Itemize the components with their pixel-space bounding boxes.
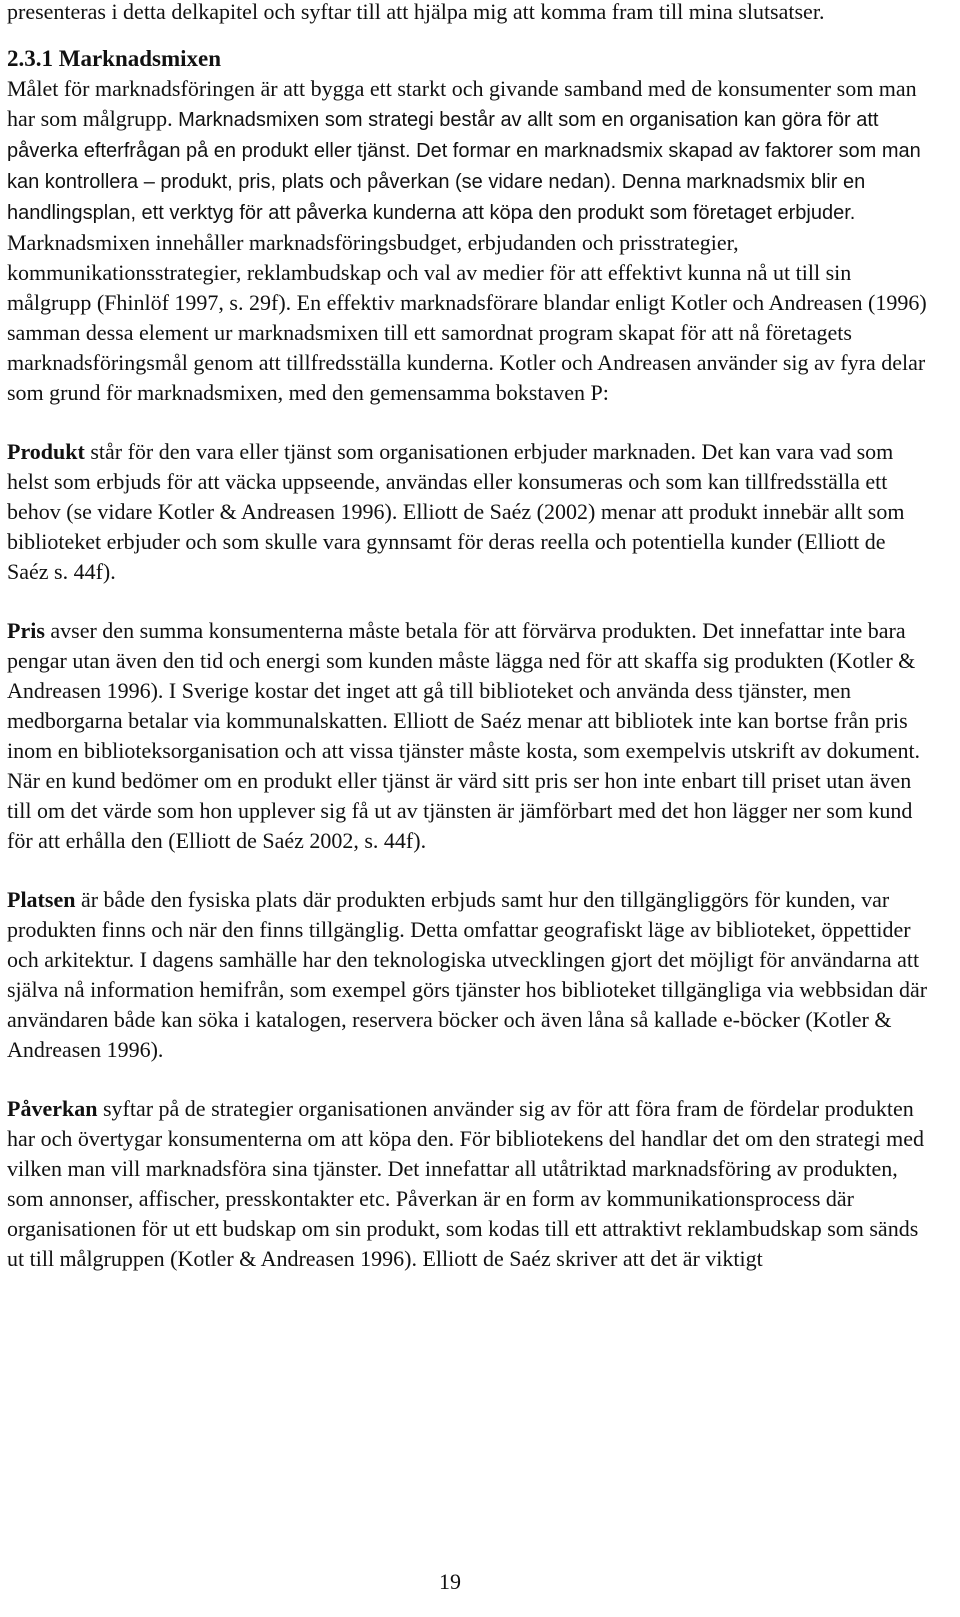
intro-paragraph: presenteras i detta delkapitel och syftar till att hjälpa mig att komma fram till mina slutsatser. — [7, 0, 825, 24]
pris-term: Pris — [7, 618, 45, 643]
pris-text: avser den summa konsumenterna måste betala för att förvärva produkten. Det innefattar inte bara pengar utan även den tid och energi som kunden måste lägga ned för att skaffa sig produkten (Kotler & Andreasen 1996). I Sverige kostar det inget att gå till biblioteket och använda dess tjänster, men medborgarna betalar via kommunalskatten. Elliott de Saéz menar att bibliotek inte kan bortse från pris inom en biblioteksorganisation och att vissa tjänster måste kosta, som exempelvis utskrift av dokument. När en kund bedömer om en produkt eller tjänst är värd sitt pris ser hon inte enbart till priset utan även till om det värde som hon upplever sig få ut av tjänsten är jämförbart med det hon lägger ner som kund för att erhålla den (Elliott de Saéz 2002, s. 44f). — [7, 618, 921, 853]
paverkan-term: Påverkan — [7, 1096, 98, 1121]
marketing-mix-sentence-4: En effektiv marknadsförare blandar enligt Kotler och Andreasen (1996) samman dessa element ur marknadsmixen till ett samordnat program skapat för att nå företagets marknadsföringsmål genom att tillfredsställa kunderna. Kotler och Andreasen använder sig av fyra delar som grund för marknadsmixen, med den gemensamma bokstaven P: — [7, 290, 927, 405]
pris-paragraph — [7, 616, 929, 856]
produkt-term: Produkt — [7, 439, 85, 464]
platsen-text: är både den fysiska plats där produkten erbjuds samt hur den tillgängliggörs för kunden, var produkten finns och när den finns tillgänglig. Detta omfattar geografiskt läge av biblioteket, öppettider och arkitektur. I dagens samhälle har den teknologiska utvecklingen gjort det möjligt för användarna att själva nå information hemifrån, som exempel görs tjänster hos biblioteket tillgängliga via webbsidan där användaren både kan söka i katalogen, reservera böcker och även låna så kallade e-böcker (Kotler & Andreasen 1996). — [7, 887, 928, 1062]
paverkan-text: syftar på de strategier organisationen använder sig av för att föra fram de fördelar produkten har och övertygar konsumenterna om att köpa den. För bibliotekens del handlar det om den strategi med vilken man vill marknadsföra sina tjänster. Det innefattar all utåtriktad marknadsföring av produkten, som annonser, affischer, presskontakter etc. Påverkan är en form av kommunikationsprocess där organisationen för ut ett budskap om sin produkt, som kodas till ett attraktivt reklambudskap som sänds ut till målgruppen (Kotler & Andreasen 1996). Elliott de Saéz skriver att det är viktigt — [7, 1096, 925, 1271]
platsen-term: Platsen — [7, 887, 76, 912]
marketing-mix-sentence-2: Marknadsmixen som strategi består av allt som en organisation kan göra för att påverka efterfrågan på en produkt eller tjänst. Det formar en marknadsmix skapad av faktorer som man kan kontrollera – produkt, pris, plats och påverkan (se vidare nedan). Denna marknadsmix blir en handlingsplan, ett verktyg för att påverka kunderna att köpa den produkt som företaget erbjuder. — [7, 109, 921, 224]
section-heading: 2.3.1 Marknadsmixen — [7, 46, 222, 71]
produkt-paragraph — [7, 437, 929, 587]
marketing-mix-sentence-1: Målet för marknadsföringen är att bygga ett starkt och givande samband med de konsumenter som man har som målgrupp. — [7, 76, 917, 131]
platsen-paragraph — [7, 885, 929, 1065]
marketing-mix-sentence-3: Marknadsmixen innehåller marknadsföringsbudget, erbjudanden och prisstrategier, kommunikationsstrategier, reklambudskap och val av medier för att effektivt kunna nå ut till sin målgrupp (Fhinlöf 1997, s. 29f). — [7, 230, 852, 315]
paverkan-paragraph — [7, 1094, 929, 1274]
marketing-mix-paragraph — [7, 74, 929, 408]
produkt-text: står för den vara eller tjänst som organisationen erbjuder marknaden. Det kan vara vad som helst som erbjuds för att väcka uppseende, användas eller konsumeras och som kan tillfredsställa ett behov (se vidare Kotler & Andreasen 1996). Elliott de Saéz (2002) menar att produkt innebär allt som biblioteket erbjuder och som skulle vara gynnsamt för deras reella och potentiella kunder (Elliott de Saéz s. 44f). — [7, 439, 905, 584]
page-number: 19 — [439, 1569, 461, 1594]
page-content — [7, 0, 929, 1274]
